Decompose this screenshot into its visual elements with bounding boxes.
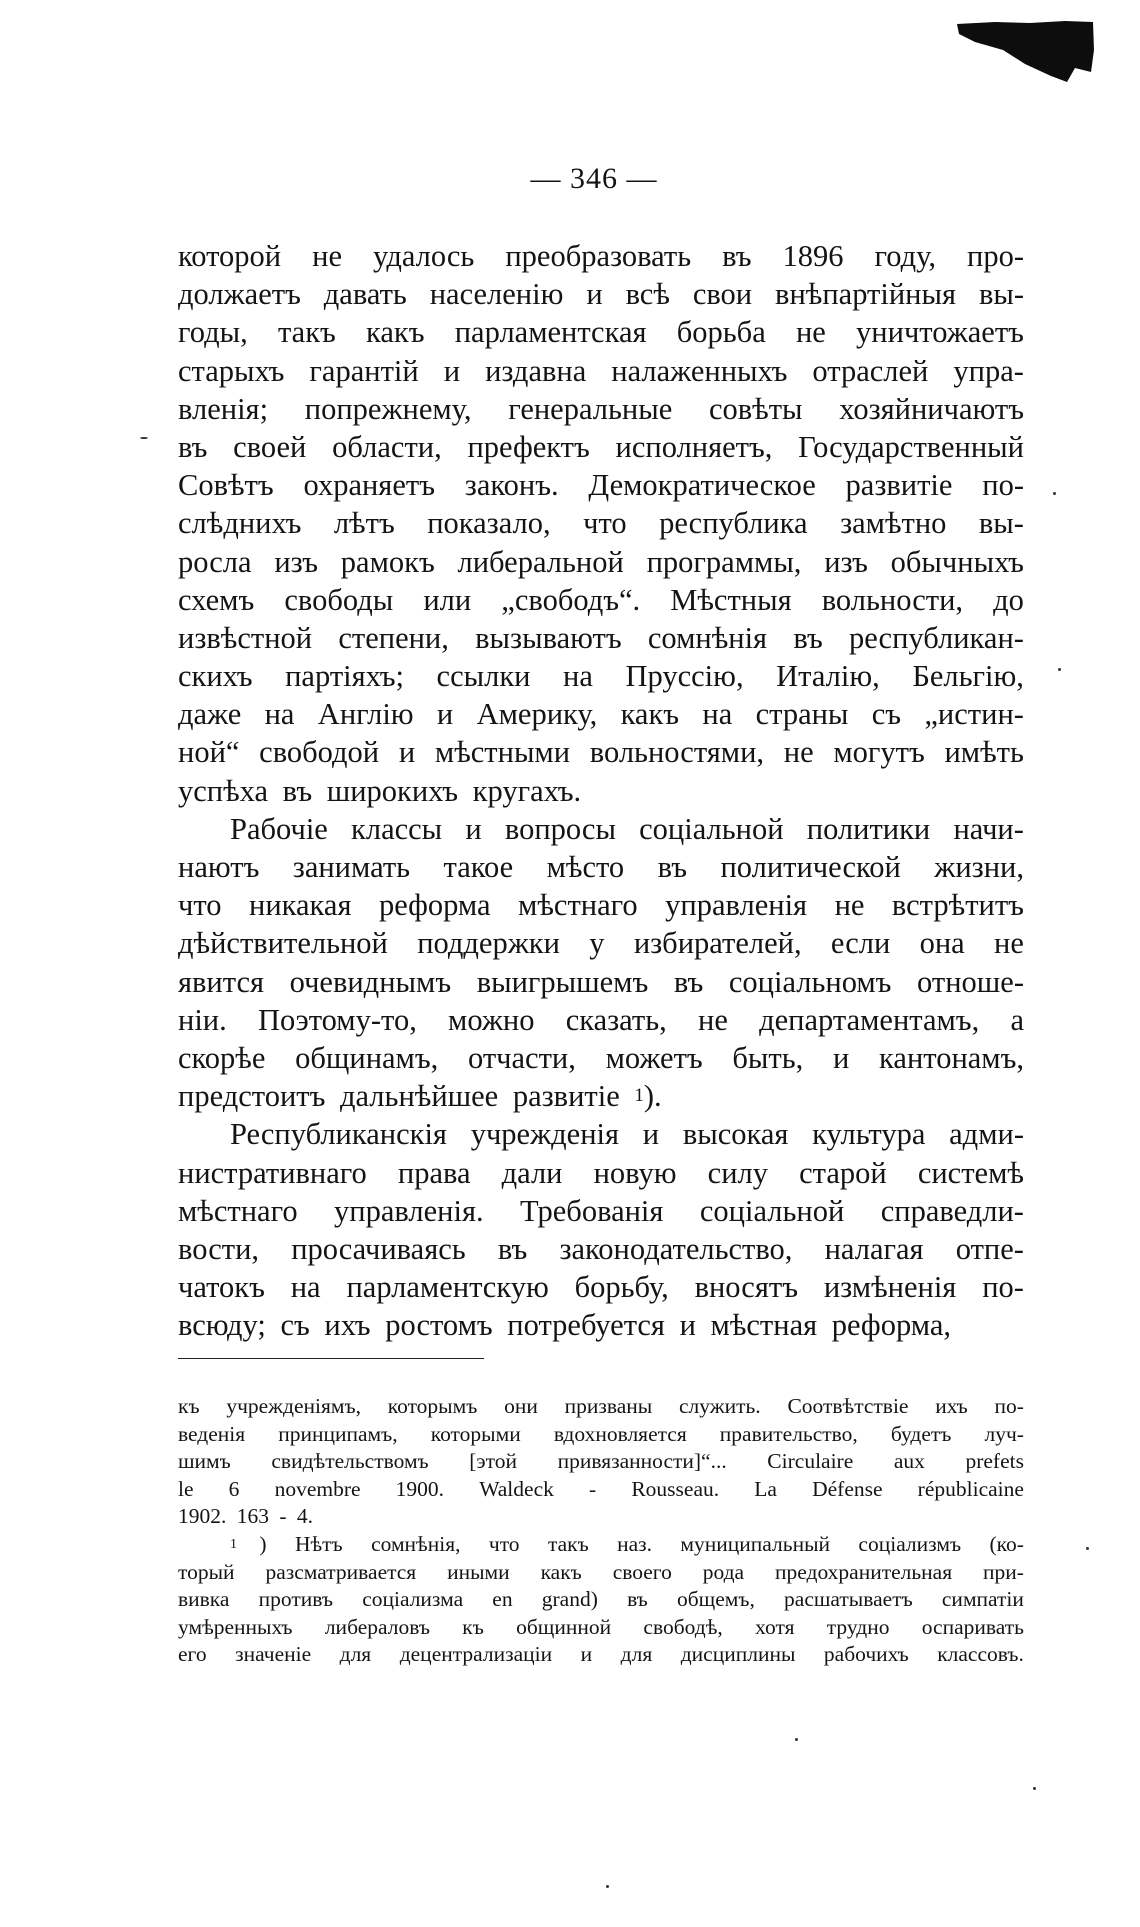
text-line: скорѣе общинамъ, отчасти, можетъ быть, и кантонамъ, (178, 1040, 1024, 1075)
text-line: Совѣтъ охраняетъ законъ. Демократическое развитіе по- (178, 468, 1024, 503)
print-speck (606, 1885, 609, 1888)
text-line: извѣстной степени, вызываютъ сомнѣнія въ республикан- (178, 620, 1024, 655)
footnote-ref[interactable]: 1 (634, 1085, 644, 1107)
print-speck (140, 437, 148, 439)
text-line: всюду; съ ихъ ростомъ потребуется и мѣстная реформа, (178, 1308, 951, 1343)
print-speck (1058, 668, 1061, 671)
text-line: росла изъ рамокъ либеральной программы, изъ обычныхъ (178, 544, 1024, 579)
footnote-line: къ учрежденіямъ, которымъ они призваны служить. Соотвѣтствіе ихъ по- (178, 1394, 1024, 1418)
text-line: чатокъ на парламентскую борьбу, вносятъ измѣненія по- (178, 1270, 1024, 1305)
text-line: предстоитъ дальнѣйшее развитіе 1 ). (178, 1077, 1024, 1115)
text-line: должаетъ давать населенію и всѣ свои внѣпартійныя вы- (178, 277, 1024, 312)
footnote-line: вивка противъ соціализма en grand) въ общемъ, расшатываетъ симпатіи (178, 1587, 1024, 1612)
text-line: годы, такъ какъ парламентская борьба не уничтожаетъ (178, 315, 1024, 350)
page-number: — 346 — (530, 162, 658, 195)
text-line: ніи. Поэтому-то, можно сказать, не департаментамъ, а (178, 1002, 1024, 1037)
text-line: которой не удалось преобразовать въ 1896 году, про- (178, 239, 1024, 273)
text-line: старыхъ гарантій и издавна налаженныхъ отраслей упра- (178, 353, 1024, 388)
footnote-divider (178, 1358, 484, 1359)
footnote-line: 1 ) Нѣтъ сомнѣнія, что такъ наз. муниципальный соціализмъ (ко- (178, 1531, 1024, 1559)
text-line: вости, просачиваясь въ законодательство, налагая отпе- (178, 1231, 1024, 1266)
footnote-line: шимъ свидѣтельствомъ [этой привязанности]“... Circulaire aux prefets (178, 1449, 1024, 1474)
print-speck (1033, 1787, 1036, 1790)
print-speck (795, 1738, 798, 1741)
text-line: схемъ свободы или „свободъ“. Мѣстныя вольности, до (178, 582, 1024, 617)
footnotes (178, 1393, 1024, 1669)
text-line: въ своей области, префектъ исполняетъ, Государственный (178, 429, 1024, 464)
print-speck (1086, 1547, 1089, 1550)
footnote-marker: 1 (230, 1536, 237, 1552)
text-line: мѣстнаго управленія. Требованія соціальной справедли- (178, 1193, 1024, 1228)
main-text (178, 237, 1024, 1344)
text-line: даже на Англію и Америку, какъ на страны съ „истин- (178, 697, 1024, 732)
text-line: Рабочіе классы и вопросы соціальной политики начи- (230, 811, 1024, 846)
text-line: успѣха въ широкихъ кругахъ. (178, 773, 582, 808)
text-line: ной“ свободой и мѣстными вольностями, не могутъ имѣть (178, 735, 1024, 770)
ink-blot-mark (955, 20, 1095, 85)
paragraph (178, 810, 1024, 1116)
print-speck (1053, 492, 1056, 495)
text-line: что никакая реформа мѣстнаго управленія не встрѣтитъ (178, 888, 1024, 923)
text-line: нистративнаго права дали новую силу старой системѣ (178, 1155, 1024, 1190)
text-line: вленія; попрежнему, генеральные совѣты хозяйничаютъ (178, 391, 1024, 426)
text-line: явится очевиднымъ выигрышемъ въ соціальномъ отноше- (178, 964, 1024, 999)
footnote-line: веденія принципамъ, которыми вдохновляется правительство, будетъ луч- (178, 1421, 1024, 1446)
footnote-line: 1902. 163 - 4. (178, 1504, 314, 1529)
text-line: слѣднихъ лѣтъ показало, что республика замѣтно вы- (178, 506, 1024, 541)
text-line: Республиканскія учрежденія и высокая культура адми- (230, 1117, 1024, 1152)
paragraph (178, 237, 1024, 810)
footnote-line: торый разсматривается иными какъ своего рода предохранительная при- (178, 1559, 1024, 1584)
footnote-line: его значеніе для децентрализаціи и для дисциплины рабочихъ классовъ. (178, 1642, 1024, 1667)
paragraph (178, 1115, 1024, 1344)
footnote-line: умѣренныхъ либераловъ къ общинной свободѣ, хотя трудно оспаривать (178, 1614, 1024, 1639)
footnote-line: le 6 novembre 1900. Waldeck - Rousseau. La Défense républicaine (178, 1476, 1024, 1501)
text-line: скихъ партіяхъ; ссылки на Пруссію, Италію, Бельгію, (178, 659, 1024, 694)
text-line: наютъ занимать такое мѣсто въ политической жизни, (178, 850, 1024, 884)
text-line: дѣйствительной поддержки у избирателей, если она не (178, 926, 1024, 961)
